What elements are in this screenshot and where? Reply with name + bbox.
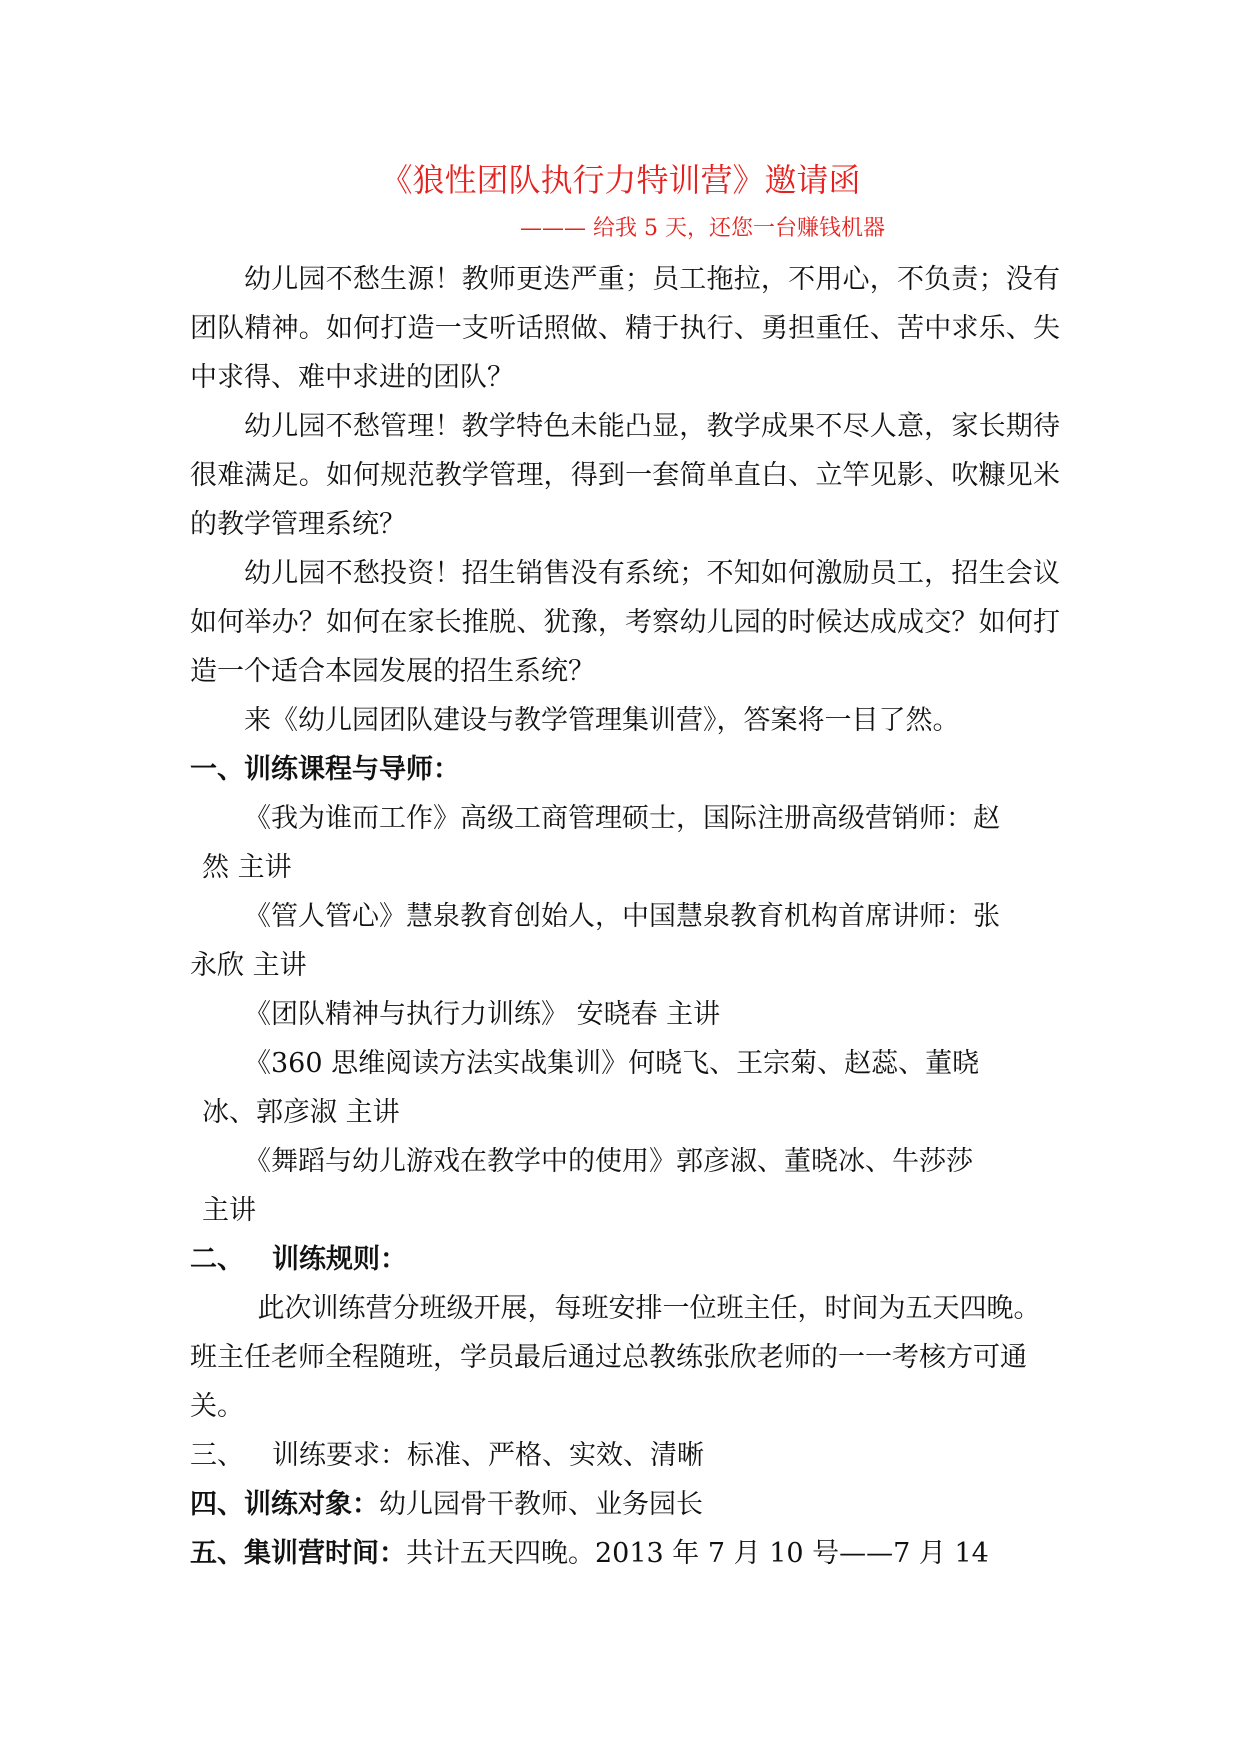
course-line: 冰、郭彦淑 主讲	[202, 1097, 400, 1128]
intro-paragraph-3: 幼儿园不愁投资！招生销售没有系统；不知如何激励员工，招生会议如何举办？如何在家长推脱、犹豫，考察幼儿园的时候达成成交？如何打造一个适合本园发展的招生系统？	[190, 558, 1060, 687]
course-item-2-cont	[190, 941, 1060, 990]
section-label: 训练规则：	[272, 1244, 407, 1275]
course-item-3	[190, 990, 1060, 1039]
section-heading-audience	[190, 1480, 1060, 1529]
course-item-4	[190, 1039, 1060, 1088]
section-heading-requirements	[190, 1431, 1060, 1480]
course-item-4-cont	[190, 1088, 1060, 1137]
document-title: 《狼性团队执行力特训营》邀请函	[380, 161, 861, 199]
course-item-1	[190, 794, 1060, 843]
section-value: 幼儿园骨干教师、业务园长	[379, 1489, 703, 1520]
section-heading-schedule	[190, 1529, 1060, 1578]
rules-paragraph: 此次训练营分班级开展，每班安排一位班主任，时间为五天四晚。班主任老师全程随班，学员最后通过总教练张欣老师的一一考核方可通关。	[190, 1293, 1041, 1422]
section-number: 三、	[190, 1440, 244, 1471]
course-line: 永欣 主讲	[190, 950, 307, 981]
course-item-5-cont	[190, 1186, 1060, 1235]
intro-paragraph-2: 幼儿园不愁管理！教学特色未能凸显，教学成果不尽人意，家长期待很难满足。如何规范教学管理，得到一套简单直白、立竿见影、吹糠见米的教学管理系统？	[190, 411, 1060, 540]
course-line: 《团队精神与执行力训练》 安晓春 主讲	[244, 999, 721, 1030]
section-heading-rules	[190, 1235, 1060, 1284]
course-line: 《管人管心》慧泉教育创始人，中国慧泉教育机构首席讲师：张	[244, 901, 1000, 932]
course-item-2	[190, 892, 1060, 941]
intro-paragraph-4: 来《幼儿园团队建设与教学管理集训营》，答案将一目了然。	[244, 705, 960, 736]
course-line: 《360 思维阅读方法实战集训》何晓飞、王宗菊、赵蕊、董晓	[244, 1048, 980, 1079]
intro-paragraph-1: 幼儿园不愁生源！教师更迭严重；员工拖拉，不用心，不负责；没有团队精神。如何打造一支听话照做、精于执行、勇担重任、苦中求乐、失中求得、难中求进的团队？	[190, 264, 1060, 393]
section-label: 四、训练对象：	[190, 1489, 379, 1520]
course-line: 然 主讲	[202, 852, 292, 883]
section-label: 训练要求：	[272, 1440, 407, 1471]
section-heading-courses: 一、训练课程与导师：	[190, 754, 460, 785]
course-line: 《我为谁而工作》高级工商管理硕士，国际注册高级营销师：赵	[244, 803, 1000, 834]
document-body	[190, 255, 1060, 1578]
course-item-1-cont	[190, 843, 1060, 892]
course-line: 主讲	[202, 1195, 256, 1226]
section-value: 标准、严格、实效、清晰	[407, 1440, 704, 1471]
section-label: 五、集训营时间：	[190, 1538, 406, 1569]
document-subtitle: ——— 给我 5 天，还您一台赚钱机器	[520, 216, 885, 241]
section-number: 二、	[190, 1244, 244, 1275]
course-line: 《舞蹈与幼儿游戏在教学中的使用》郭彦淑、董晓冰、牛莎莎	[244, 1146, 973, 1177]
course-item-5	[190, 1137, 1060, 1186]
section-value: 共计五天四晚。2013 年 7 月 10 号——7 月 14	[406, 1538, 989, 1569]
